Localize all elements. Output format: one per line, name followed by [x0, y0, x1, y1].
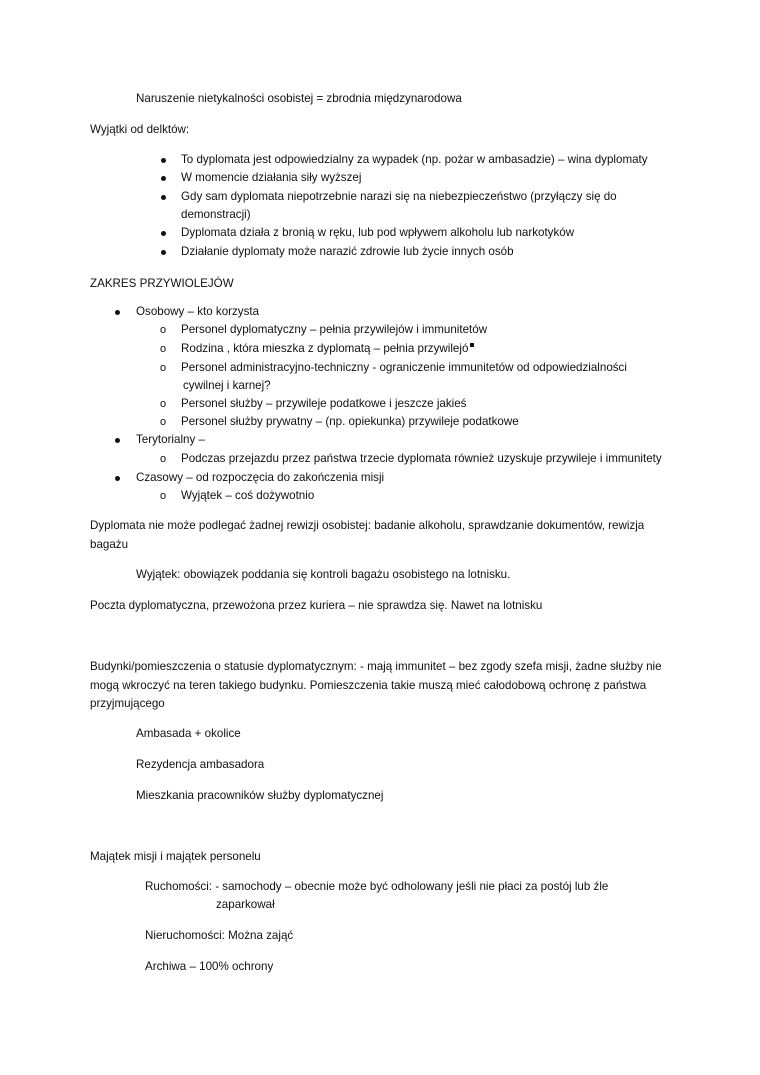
- privilege-personal: Osobowy – kto korzysta: [136, 305, 260, 318]
- mail-paragraph: Poczta dyplomatyczna, przewożona przez kuriera – nie sprawdza się. Nawet na lotnisku: [90, 599, 543, 612]
- bullet-icon: [115, 310, 120, 315]
- privilege-sub-item: Rodzina , która mieszka z dyplomatą – pełnia przywilejó: [181, 340, 474, 358]
- building-item: Mieszkania pracowników służby dyplomatycznej: [136, 789, 384, 802]
- circle-bullet-icon: o: [160, 453, 167, 465]
- buildings-paragraph-continuation: mogą wkroczyć na teren takiego budynku. Pomieszczenia takie muszą mieć całodobową ochronę z państwa: [90, 679, 647, 692]
- privilege-sub-item: Personel służby prywatny – (np. opiekunka) przywileje podatkowe: [181, 415, 519, 428]
- building-item: Rezydencja ambasadora: [136, 758, 265, 771]
- exception-item: W momencie działania siły wyższej: [181, 171, 362, 184]
- circle-bullet-icon: o: [160, 398, 167, 410]
- privilege-temporal: Czasowy – od rozpoczęcia do zakończenia misji: [136, 471, 385, 484]
- privilege-territorial: Terytorialny –: [136, 433, 205, 446]
- property-movables: Ruchomości: - samochody – obecnie może być odholowany jeśli nie płaci za postój lub źle: [145, 880, 609, 893]
- property-archives: Archiwa – 100% ochrony: [145, 960, 274, 973]
- circle-bullet-icon: o: [160, 416, 167, 428]
- bullet-icon: [115, 438, 120, 443]
- bullet-icon: [161, 195, 166, 200]
- bullet-icon: [115, 476, 120, 481]
- exceptions-heading: Wyjątki od delktów:: [90, 123, 190, 136]
- square-mark-icon: [470, 343, 474, 347]
- property-immovables: Nieruchomości: Można zająć: [145, 929, 294, 942]
- building-item: Ambasada + okolice: [136, 727, 241, 740]
- privilege-sub-item-continuation: cywilnej i karnej?: [183, 379, 271, 392]
- search-paragraph-continuation: bagażu: [90, 538, 129, 551]
- circle-bullet-icon: o: [160, 490, 167, 502]
- privilege-sub-item: Podczas przejazdu przez państwa trzecie dyplomata również uzyskuje przywileje i immunitety: [181, 452, 662, 465]
- bullet-icon: [161, 250, 166, 255]
- buildings-paragraph: Budynki/pomieszczenia o statusie dyplomatycznym: - mają immunitet – bez zgody szefa misji, żadne służby nie: [90, 660, 662, 673]
- paragraph-inviolability: Naruszenie nietykalności osobistej = zbrodnia międzynarodowa: [136, 92, 462, 105]
- privilege-sub-item: Personel dyplomatyczny – pełnia przywilejów i immunitetów: [181, 323, 488, 336]
- property-movables-continuation: zaparkował: [216, 898, 275, 911]
- search-paragraph: Dyplomata nie może podlegać żadnej rewizji osobistej: badanie alkoholu, sprawdzanie dokumentów, rewizja: [90, 519, 645, 532]
- property-heading: Majątek misji i majątek personelu: [90, 850, 261, 863]
- privilege-sub-item: Personel służby – przywileje podatkowe i jeszcze jakieś: [181, 397, 467, 410]
- exception-item-continuation: demonstracji): [181, 208, 251, 221]
- bullet-icon: [161, 158, 166, 163]
- privilege-sub-item: Personel administracyjno-techniczny - ograniczenie immunitetów od odpowiedzialności: [181, 361, 627, 374]
- search-exception: Wyjątek: obowiązek poddania się kontroli bagażu osobistego na lotnisku.: [136, 568, 511, 581]
- exception-item: To dyplomata jest odpowiedzialny za wypadek (np. pożar w ambasadzie) – wina dyplomaty: [181, 153, 648, 166]
- bullet-icon: [161, 231, 166, 236]
- circle-bullet-icon: o: [160, 324, 167, 336]
- privilege-sub-item: Wyjątek – coś dożywotnio: [181, 489, 315, 502]
- exception-item: Dyplomata działa z bronią w ręku, lub pod wpływem alkoholu lub narkotyków: [181, 226, 575, 239]
- bullet-icon: [161, 176, 166, 181]
- buildings-paragraph-continuation: przyjmującego: [90, 697, 165, 710]
- privileges-heading: ZAKRES PRZYWIOLEJÓW: [90, 277, 234, 290]
- circle-bullet-icon: o: [160, 362, 167, 374]
- circle-bullet-icon: o: [160, 343, 167, 355]
- exception-item: Działanie dyplomaty może narazić zdrowie lub życie innych osób: [181, 245, 514, 258]
- exception-item: Gdy sam dyplomata niepotrzebnie narazi się na niebezpieczeństwo (przyłączy się do: [181, 190, 617, 203]
